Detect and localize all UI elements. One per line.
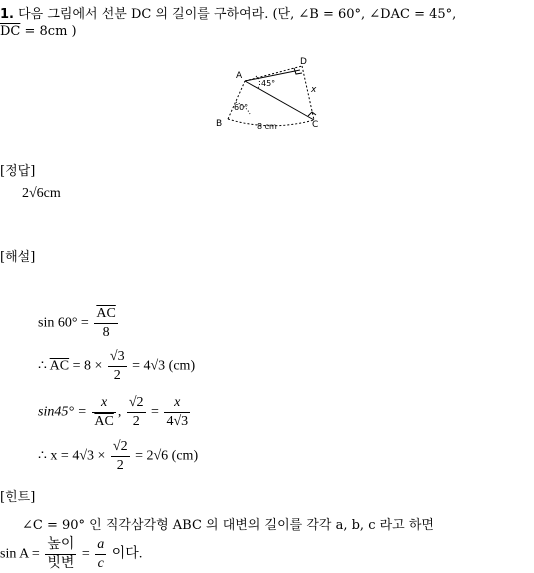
segment-ac: $\overline{AC}$ bbox=[49, 358, 70, 374]
hint-end: 이다. bbox=[111, 546, 143, 562]
question-line-2 bbox=[0, 24, 77, 39]
equals: = bbox=[81, 546, 90, 562]
right-angle-c bbox=[308, 112, 316, 116]
solution-l4-b: x = 4√3 × bbox=[50, 448, 106, 464]
solution-line-3 bbox=[38, 394, 192, 431]
solution-l2-c: = 4√3 (cm) bbox=[132, 358, 196, 374]
question-line2-rest: = 8cm ) bbox=[20, 24, 77, 39]
frac-num: √3 bbox=[108, 348, 127, 367]
fraction-ac-over-8 bbox=[94, 305, 117, 342]
solution-header: [해설] bbox=[0, 250, 36, 265]
segment-dc: $\overline{DC}$ bbox=[0, 24, 21, 39]
fraction-root2-over-2 bbox=[127, 394, 146, 431]
frac-den: 2 bbox=[113, 368, 121, 383]
hint-sin-a: sin A = bbox=[0, 546, 40, 562]
hint-line-1: ∠C = 90° 인 직각삼각형 ABC 의 대변의 길이를 각각 a, b, c 라고 하면 bbox=[22, 518, 434, 533]
fraction-root2-over-2 bbox=[111, 438, 130, 475]
frac-num: 높이 bbox=[45, 536, 76, 555]
question-text: 다음 그림에서 선분 DC 의 길이를 구하여라. (단, ∠B = 60°, ∠DAC = 45°, bbox=[18, 7, 457, 22]
solution-line-4 bbox=[38, 438, 198, 475]
frac-num: √2 bbox=[127, 394, 146, 413]
fraction-x-over-4root3 bbox=[164, 394, 190, 431]
label-a: A bbox=[236, 71, 243, 81]
fraction-height-over-hypotenuse bbox=[45, 536, 76, 573]
frac-num: $\overline{AC}$ bbox=[96, 306, 116, 321]
question-line-1 bbox=[0, 3, 456, 22]
answer-header: [정답] bbox=[0, 164, 36, 179]
comma: , bbox=[117, 404, 122, 420]
label-angle-a: 45° bbox=[261, 79, 276, 88]
equals: = bbox=[151, 404, 159, 420]
fraction-root3-over-2 bbox=[108, 348, 127, 385]
frac-den: 4√3 bbox=[166, 414, 189, 429]
therefore-symbol: ∴ bbox=[38, 448, 47, 464]
label-c: C bbox=[312, 120, 319, 130]
label-side-bc: 8 cm bbox=[257, 122, 277, 131]
label-side-x: x bbox=[311, 85, 317, 95]
solution-l3-lhs: sin45° = bbox=[38, 404, 87, 420]
frac-den: 빗변 bbox=[47, 556, 75, 571]
label-b: B bbox=[216, 119, 223, 129]
hint-line-2 bbox=[0, 536, 142, 573]
edge-ac bbox=[245, 81, 314, 120]
edge-ba bbox=[228, 81, 245, 119]
solution-line-2 bbox=[38, 348, 195, 385]
therefore-symbol: ∴ bbox=[38, 358, 47, 374]
question-number: 1. bbox=[0, 7, 14, 22]
fraction-a-over-c bbox=[95, 536, 106, 573]
solution-l4-c: = 2√6 (cm) bbox=[135, 448, 199, 464]
frac-num: a bbox=[95, 536, 106, 555]
hint-header: [힌트] bbox=[0, 490, 36, 505]
frac-num: x bbox=[92, 394, 115, 413]
frac-den: 8 bbox=[102, 325, 110, 340]
triangle-figure bbox=[0, 50, 534, 190]
frac-den: 2 bbox=[116, 458, 124, 473]
frac-den: c bbox=[97, 556, 104, 571]
frac-den: 2 bbox=[132, 414, 140, 429]
answer-value: 2√6cm bbox=[22, 186, 61, 201]
solution-l1-lhs: sin 60° = bbox=[38, 315, 89, 331]
solution-l2-b: = 8 × bbox=[72, 358, 103, 374]
frac-den: AC bbox=[94, 414, 114, 429]
label-d: D bbox=[300, 57, 307, 67]
fraction-x-over-ac bbox=[92, 394, 115, 431]
solution-line-1 bbox=[38, 305, 120, 342]
right-angle-d bbox=[294, 68, 302, 74]
frac-num: x bbox=[164, 394, 190, 413]
frac-num: √2 bbox=[111, 438, 130, 457]
label-angle-b: 60° bbox=[234, 103, 249, 112]
